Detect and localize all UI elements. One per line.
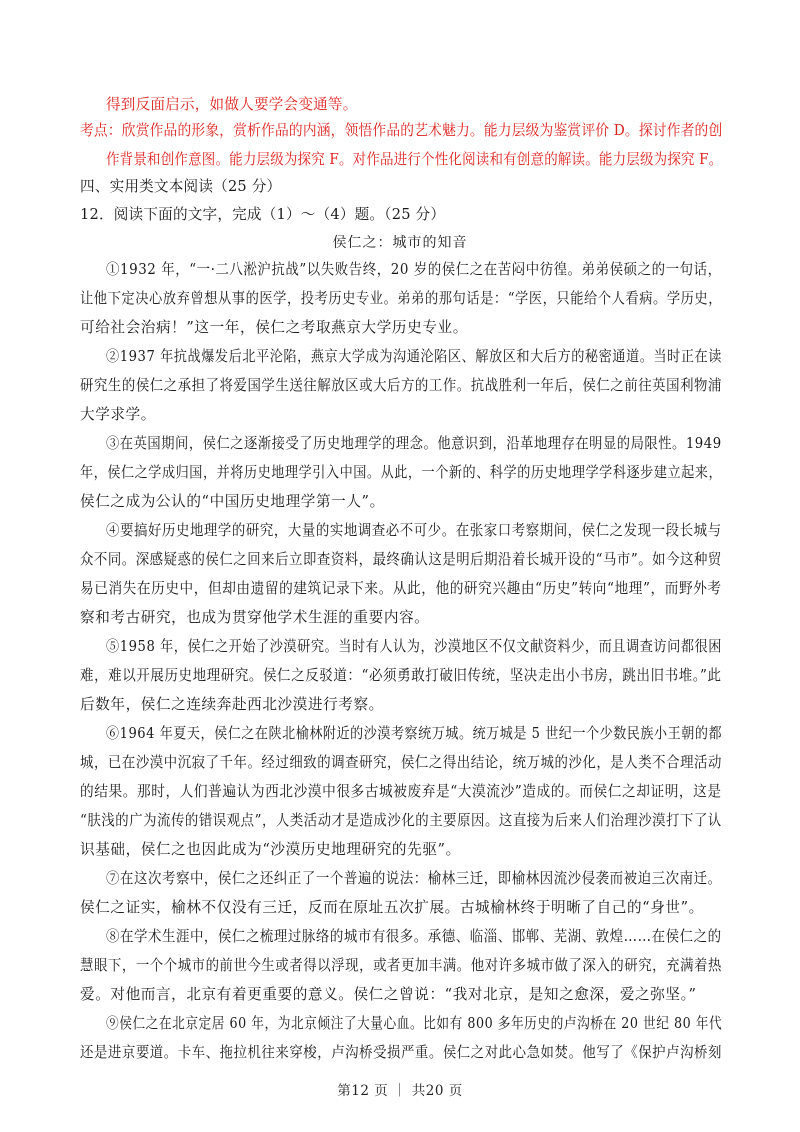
- article-line: 还是进京要道。卡车、拖拉机往来穿梭，卢沟桥受损严重。侯仁之对此心急如焚。他写了《保护卢沟桥刻: [80, 1044, 722, 1061]
- question-prompt: 12．阅读下面的文字，完成（1）～（4）题。（25 分）: [80, 206, 446, 223]
- answer-tail-line: 得到反面启示，如做人要学会变通等。: [106, 96, 358, 113]
- exam-point-line-1: [80, 121, 722, 141]
- article-line: 城，已在沙漠中沉寂了千年。经过细致的调查研究，侯仁之得出结论，统万城的沙化，是人类不合理活动: [80, 754, 722, 771]
- article-line: 察和考古研究，也成为贯穿他学术生涯的重要内容。: [80, 609, 430, 626]
- article-line: 易已消失在历史中，但却由遗留的建筑记录下来。从此，他的研究兴趣由“历史”转向“地理”，而野外考: [80, 580, 722, 597]
- article-line: 众不同。深感疑惑的侯仁之回来后立即查资料，最终确认这是明后期沿着长城开设的“马市”。如今这种贸: [80, 551, 722, 568]
- article-line: ⑧在学术生涯中，侯仁之梳理过脉络的城市有很多。承德、临淄、邯郸、芜湖、敦煌……在侯仁之的: [106, 928, 722, 945]
- page-footer: 第12 页 ｜ 共20 页: [337, 1083, 463, 1099]
- article-line: ④要搞好历史地理学的研究，大量的实地调查必不可少。在张家口考察期间，侯仁之发现一段长城与: [106, 522, 722, 539]
- article-line: 让他下定决心放弃曾想从事的医学，投考历史专业。弟弟的那句话是：“学医，只能给个人看病。学历史，: [80, 290, 723, 307]
- exam-point-text-1: 欣赏作品的形象，赏析作品的内涵，领悟作品的艺术魅力。能力层级为鉴赏评价 D。探讨作者的创: [121, 122, 723, 139]
- article-line: 慧眼下，一个个城市的前世今生或者得以浮现，或者更加丰满。他对许多城市做了深入的研究，充满着热: [80, 957, 722, 974]
- article-line: 年，侯仁之学成归国，并将历史地理学引入中国。从此，一个新的、科学的历史地理学学科逐步建立起来，: [80, 464, 723, 481]
- article-line: 侯仁之证实，榆林不仅没有三迁，反而在原址五次扩展。古城榆林终于明晰了自己的“身世”。: [80, 899, 704, 916]
- article-line: ②1937 年抗战爆发后北平沦陷，燕京大学成为沟通沦陷区、解放区和大后方的秘密通道。当时正在读: [106, 348, 722, 365]
- article-line: 研究生的侯仁之承担了将爱国学生送往解放区或大后方的工作。抗战胜利一年后，侯仁之前往英国利物浦: [80, 377, 722, 394]
- article-line: “肤浅的广为流传的错误观点”，人类活动才是造成沙化的主要原因。这直接为后来人们治理沙漠打下了认: [80, 812, 722, 829]
- article-line: 侯仁之成为公认的“中国历史地理学第一人”。: [80, 493, 385, 510]
- exam-point-label: 考点：: [80, 122, 122, 139]
- article-line: 识基础，侯仁之也因此成为“沙漠历史地理研究的先驱”。: [80, 841, 461, 858]
- article-line: ⑦在这次考察中，侯仁之还纠正了一个普遍的说法：榆林三迁，即榆林因流沙侵袭而被迫三次南迁。: [106, 870, 722, 887]
- section-heading: 四、实用类文本阅读（25 分）: [80, 178, 282, 195]
- article-line: 后数年，侯仁之连续奔赴西北沙漠进行考察。: [80, 696, 384, 713]
- exam-point-line-2: 作背景和创作意图。能力层级为探究 F。对作品进行个性化阅读和有创意的解读。能力层级为探究 F。: [106, 151, 723, 168]
- article-line: ⑨侯仁之在北京定居 60 年，为北京倾注了大量心血。比如有 800 多年历史的卢沟桥在 20 世纪 80 年代: [106, 1015, 723, 1032]
- article-title: 侯仁之：城市的知音: [332, 235, 468, 251]
- article-line: ①1932 年，“一·二八淞沪抗战”以失败告终，20 岁的侯仁之在苦闷中彷徨。弟弟侯硕之的一句话，: [106, 261, 722, 278]
- article-line: ③在英国期间，侯仁之逐渐接受了历史地理学的理念。他意识到，沿革地理存在明显的局限性。1949: [106, 435, 722, 452]
- article-line: 大学求学。: [80, 406, 156, 423]
- article-line: 可给社会治病！”这一年，侯仁之考取燕京大学历史专业。: [80, 319, 468, 336]
- article-line: 爱。对他而言，北京有着更重要的意义。侯仁之曾说：“我对北京，是知之愈深，爱之弥坚。”: [80, 986, 697, 1003]
- article-line: 难，难以开展历史地理研究。侯仁之反驳道：“必须勇敢打破旧传统，坚决走出小书房，跳出旧书堆。”此: [80, 667, 722, 684]
- article-line: ⑤1958 年，侯仁之开始了沙漠研究。当时有人认为，沙漠地区不仅文献资料少，而且调查访问都很困: [106, 638, 722, 655]
- article-line: 的结果。那时，人们普遍认为西北沙漠中很多古城被废弃是“大漠流沙”造成的。而侯仁之却证明，这是: [80, 783, 722, 800]
- article-line: ⑥1964 年夏天，侯仁之在陕北榆林附近的沙漠考察统万城。统万城是 5 世纪一个少数民族小王朝的都: [106, 725, 723, 742]
